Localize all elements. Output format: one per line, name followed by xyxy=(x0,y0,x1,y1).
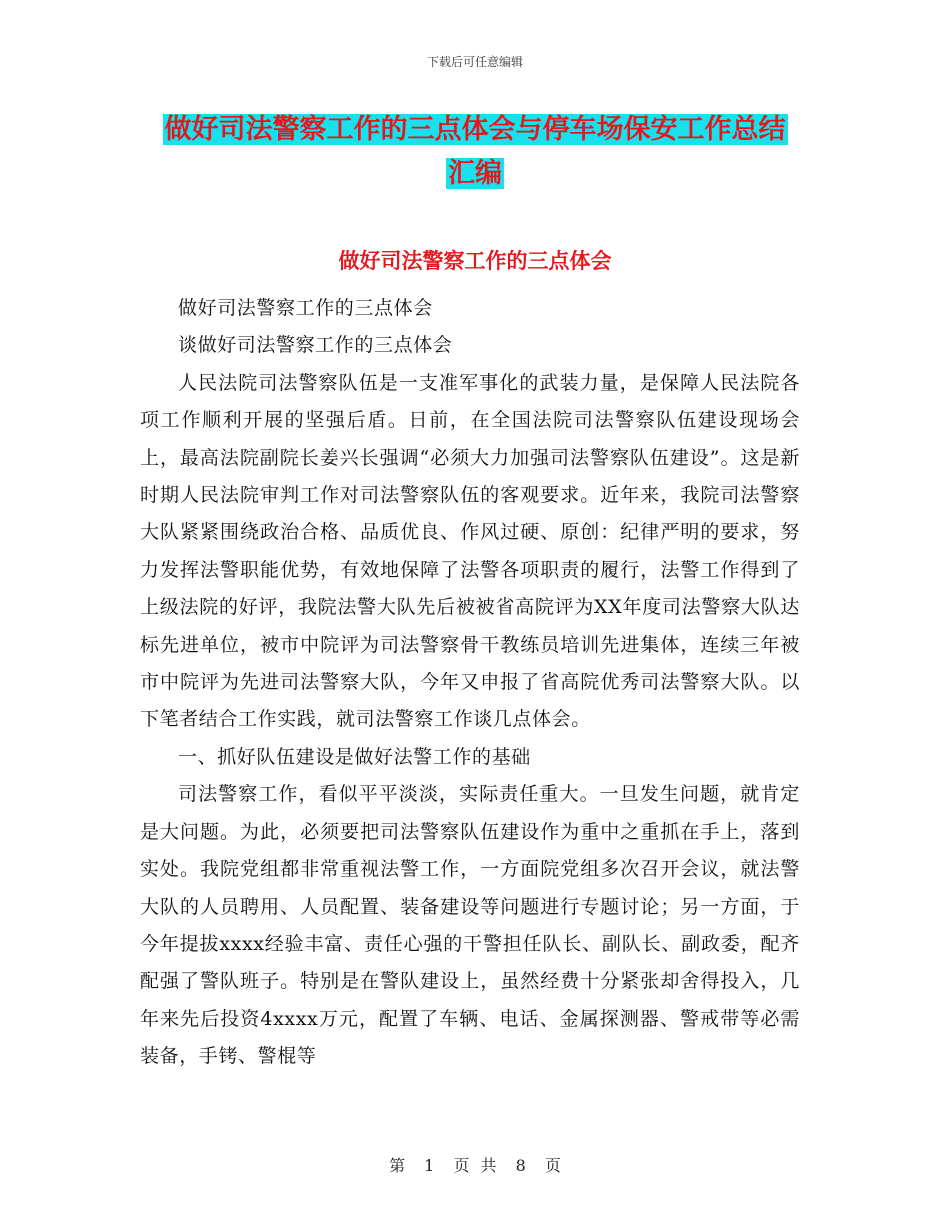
body-heading: 一、抓好队伍建设是做好法警工作的基础 xyxy=(178,745,531,768)
total-pages: 8 xyxy=(515,1156,526,1175)
page-label-mid: 页 共 xyxy=(453,1156,497,1175)
header-note: 下载后可任意编辑 xyxy=(426,55,523,69)
body-paragraph: 司法警察工作，看似平平淡淡，实际责任重大。一旦发生问题，就肯定是大问题。为此，必须要把司法警察队伍建设作为重中之重抓在手上，落到实处。我院党组都非常重视法警工作，一方面院党组多次召开会议，就法警大队的人员聘用、人员配置、装备建设等问题进行专题讨论；另一方面，于今年提拔xxxx经验丰富、责任心强的干警担任队长、副队长、副政委，配齐配强了警队班子。特别是在警队建设上，虽然经费十分紧张却舍得投入，几年来先后投资4xxxx万元，配置了车辆、电话、金属探测器、警戒带等必需装备，手铐、警棍等 xyxy=(140,783,800,1068)
section-title: 做好司法警察工作的三点体会 xyxy=(338,249,612,273)
document-title-line-1: 做好司法警察工作的三点体会与停车场保安工作总结 xyxy=(164,114,786,145)
page-label-suffix: 页 xyxy=(544,1156,561,1175)
page-number: 1 xyxy=(424,1156,435,1175)
page-label-prefix: 第 xyxy=(389,1156,406,1175)
document-title-line-2: 汇编 xyxy=(448,158,502,189)
document-title xyxy=(140,108,810,196)
page-footer xyxy=(0,1153,950,1176)
body-paragraph: 做好司法警察工作的三点体会 xyxy=(178,297,433,319)
body-paragraph: 谈做好司法警察工作的三点体会 xyxy=(178,334,453,357)
body-paragraph: 人民法院司法警察队伍是一支准军事化的武装力量，是保障人民法院各项工作顺利开展的坚强后盾。日前，在全国法院司法警察队伍建设现场会上，最高法院副院长姜兴长强调“必须大力加强司法警察队伍建设”。这是新时期人民法院审判工作对司法警察队伍的客观要求。近年来，我院司法警察大队紧紧围绕政治合格、品质优良、作风过硬、原创：纪律严明的要求，努力发挥法警职能优势，有效地保障了法警各项职责的履行，法警工作得到了上级法院的好评，我院法警大队先后被被省高院评为XX年度司法警察大队达标先进单位，被市中院评为司法警察骨干教练员培训先进集体，连续三年被市中院评为先进司法警察大队，今年又申报了省高院优秀司法警察大队。以下笔者结合工作实践，就司法警察工作谈几点体会。 xyxy=(140,371,800,731)
document-body xyxy=(140,290,800,1076)
